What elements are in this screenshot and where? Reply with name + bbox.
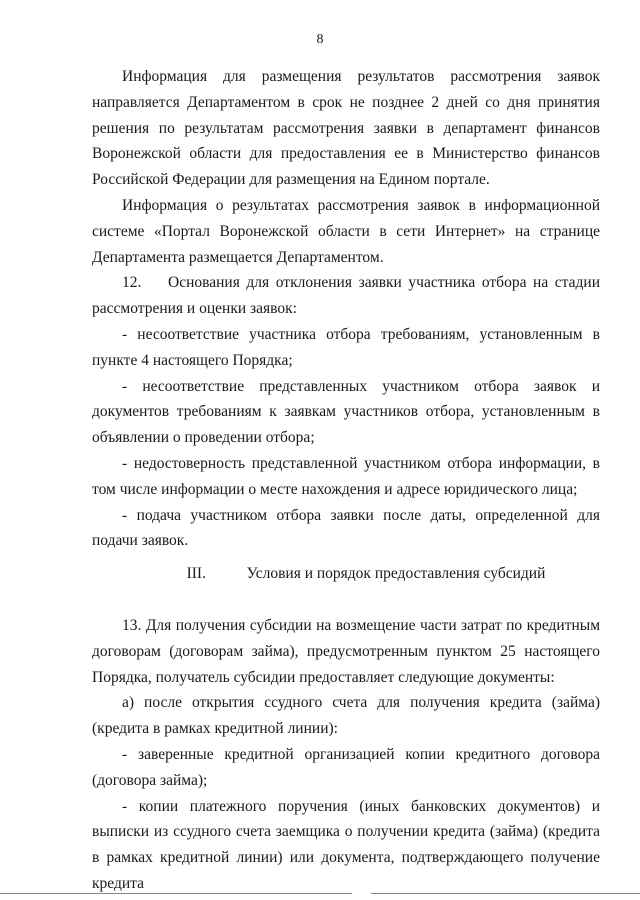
paragraph-info-portal: Информация о результатах рассмотрения заявок в информационной системе «Портал Воронежской области в сети Интернет» на странице Департамента размещается Департаментом. bbox=[92, 196, 600, 266]
scan-edge-line bbox=[0, 893, 640, 894]
section-number: III. bbox=[186, 565, 206, 583]
clause-12-number: 12. bbox=[122, 274, 142, 292]
subclause-a: а) после открытия ссудного счета для получения кредита (займа) (кредита в рамках кредитной линии): bbox=[92, 694, 600, 738]
section-title: Условия и порядок предоставления субсидий bbox=[246, 565, 546, 583]
section-spacer bbox=[92, 587, 600, 613]
list-item: - подача участником отбора заявки после даты, определенной для подачи заявок. bbox=[92, 506, 600, 550]
list-item: - заверенные кредитной организацией копии кредитного договора (договора займа); bbox=[92, 745, 600, 789]
list-item: - несоответствие участника отбора требованиям, установленным в пункте 4 настоящего Порядка; bbox=[92, 325, 600, 369]
clause-12-text: Основания для отклонения заявки участника отбора на стадии рассмотрения и оценки заявок: bbox=[92, 274, 600, 318]
list-item: - несоответствие представленных участником отбора заявок и документов требованиям к заявкам участников отбора, установленным в объявлении о проведении отбора; bbox=[92, 377, 600, 447]
clause-13: 13. Для получения субсидии на возмещение части затрат по кредитным договорам (договорам займа), предусмотренным пунктом 25 настоящего Порядка, получатель субсидии предоставляет следующие документы: bbox=[92, 616, 600, 686]
page-number: 8 bbox=[316, 32, 324, 47]
clause-12 bbox=[92, 270, 600, 322]
document-body bbox=[92, 64, 600, 897]
paragraph-info-placement: Информация для размещения результатов рассмотрения заявок направляется Департаментом в срок не позднее 2 дней со дня принятия решения по результатам рассмотрения заявки в департамент финансов Воронежской области для предоставления ее в Министерство финансов Российской Федерации для размещения на Едином портале. bbox=[92, 68, 600, 189]
list-item: - копии платежного поручения (иных банковских документов) и выписки из ссудного счета заемщика о получении кредита (займа) (кредита в рамках кредитной линии) или документа, подтверждающего получение кредита bbox=[92, 797, 600, 892]
list-item: - недостоверность представленной участником отбора информации, в том числе информации о месте нахождения и адресе юридического лица; bbox=[92, 454, 600, 498]
section-heading bbox=[92, 561, 600, 587]
